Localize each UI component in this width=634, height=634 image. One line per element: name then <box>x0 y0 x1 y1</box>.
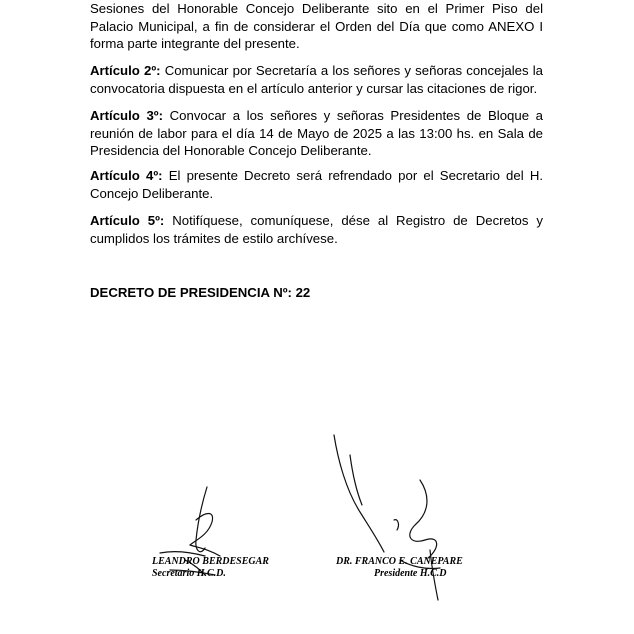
article-3-text: Convocar a los señores y señoras Presidentes de Bloque a reunión de labor para el día 14 de Mayo de 2025 a las 13:00 hs. en Sala de Presidencia del Honorable Concejo Deliberante. <box>90 108 544 159</box>
article-4-text: El presente Decreto será refrendado por el Secretario del H. Concejo Deliberante. <box>90 168 544 201</box>
left-signer-name: LEANDRO BERDESEGAR <box>152 556 269 567</box>
decreto-title: DECRETO DE PRESIDENCIA Nº: 22 <box>90 285 311 300</box>
article-4-label: Artículo 4º: <box>90 168 163 183</box>
right-signer-name: DR. FRANCO E. CANEPARE <box>336 556 463 567</box>
right-signer-role: Presidente H.C.D <box>374 568 447 579</box>
article-2-label: Artículo 2º: <box>90 63 161 78</box>
intro-paragraph: Sesiones del Honorable Concejo Deliberante sito en el Primer Piso del Palacio Municipal, a fin de considerar el Orden del Día que como ANEXO I forma parte integrante del presente. <box>90 1 543 52</box>
article-3-label: Artículo 3º: <box>90 108 163 123</box>
article-5-label: Artículo 5º: <box>90 213 165 228</box>
article-5-text: Notifíquese, comuníquese, dése al Registro de Decretos y cumplidos los trámites de estilo archívese. <box>90 213 544 246</box>
left-signer-role: Secretario H.C.D. <box>152 568 226 579</box>
article-2-text: Comunicar por Secretaría a los señores y señoras concejales la convocatoria dispuesta en el artículo anterior y cursar las citaciones de rigor. <box>90 63 543 96</box>
